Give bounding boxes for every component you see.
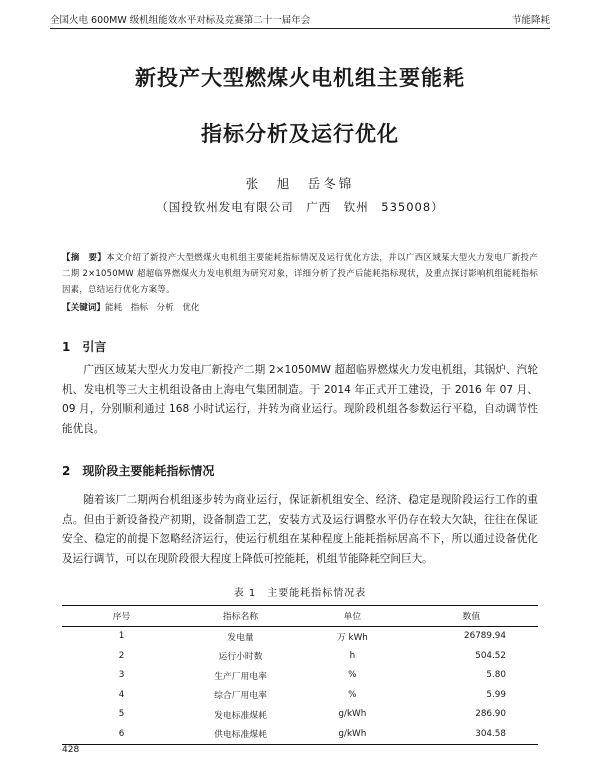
abstract bbox=[62, 249, 538, 297]
energy-indicator-table bbox=[62, 605, 538, 745]
keywords-label: 【关键词】 bbox=[62, 303, 105, 313]
table-cell: 6 bbox=[118, 728, 125, 739]
table-cell: 2 bbox=[118, 650, 125, 661]
table-row bbox=[62, 646, 538, 666]
table-header-row bbox=[62, 606, 538, 627]
table-cell: 发电标准煤耗 bbox=[214, 710, 267, 721]
table-cell: 304.58 bbox=[475, 728, 506, 739]
table-cell: 5.80 bbox=[486, 670, 506, 681]
running-header-right: 节能降耗 bbox=[511, 15, 550, 26]
table-cell: 综合厂用电率 bbox=[214, 691, 267, 702]
table-row bbox=[62, 724, 538, 744]
table-cell: 5 bbox=[118, 709, 125, 720]
table-row bbox=[62, 705, 538, 725]
table-cell: % bbox=[348, 689, 357, 700]
keywords-text: 能耗 指标 分析 优化 bbox=[104, 303, 200, 313]
running-header-left: 全国火电 600MW 级机组能效水平对标及竞赛第二十一届年会 bbox=[50, 15, 311, 26]
table-cell: 504.52 bbox=[475, 650, 506, 661]
table-cell: 供电标准煤耗 bbox=[214, 730, 267, 741]
table-row bbox=[62, 666, 538, 686]
table-header-cell: 指标名称 bbox=[222, 612, 259, 623]
keywords bbox=[62, 301, 538, 313]
table-row bbox=[62, 626, 538, 646]
table-caption: 表 1 主要能耗指标情况表 bbox=[233, 588, 367, 599]
table-header-cell: 数值 bbox=[462, 612, 481, 623]
section-heading-2: 2 现阶段主要能耗指标情况 bbox=[62, 464, 215, 478]
title-line-1: 新投产大型燃煤火电机组主要能耗 bbox=[135, 66, 465, 90]
table-cell: 发电量 bbox=[227, 632, 254, 643]
running-header bbox=[50, 8, 550, 29]
table-cell: % bbox=[348, 670, 357, 681]
table-cell: 4 bbox=[118, 689, 125, 700]
affiliation: （国投钦州发电有限公司 广西 钦州 535008） bbox=[156, 200, 444, 214]
table-cell: 1 bbox=[118, 631, 125, 642]
table-cell: 生产厂用电率 bbox=[214, 671, 267, 682]
table-cell: 5.99 bbox=[486, 689, 506, 700]
table-cell: 3 bbox=[118, 670, 125, 681]
table-cell: 26789.94 bbox=[464, 631, 506, 642]
table-header-cell: 序号 bbox=[112, 612, 131, 623]
table-cell: g/kWh bbox=[338, 709, 367, 720]
table-cell: 万 kWh bbox=[336, 632, 368, 643]
page-number: 428 bbox=[62, 745, 80, 755]
title-line-2: 指标分析及运行优化 bbox=[201, 122, 399, 146]
section-paragraph-1: 广西区域某大型火力发电厂新投产二期 2×1050MW 超超临界燃煤火力发电机组，其锅炉、汽轮机、发电机等三大主机组设备由上海电气集团制造。于 2014 年正式开工建设，于 2016 年 07 月、09 月，分别顺利通过 168 小时试运行，并转为商业运行。现阶段机组各参数运行平稳，自动调节性能优良。 bbox=[62, 364, 538, 435]
abstract-label: 【摘 要】 bbox=[62, 252, 107, 262]
table-header-cell: 单位 bbox=[343, 612, 362, 623]
section-heading-1: 1 引言 bbox=[62, 340, 107, 354]
abstract-text: 本文介绍了新投产大型燃煤火电机组主要能耗指标情况及运行优化方法，并以广西区域某大型火力发电厂新投产二期 2×1050MW 超超临界燃煤火力发电机组为研究对象，详细分析了投产后能耗指标现状，及重点探讨影响机组能耗指标因素，总结运行优化方案等。 bbox=[62, 252, 538, 294]
table-cell: 运行小时数 bbox=[218, 652, 263, 663]
table-cell: g/kWh bbox=[338, 728, 367, 739]
table-row bbox=[62, 685, 538, 705]
authors: 张 旭 岳冬锦 bbox=[245, 176, 355, 191]
table-cell: h bbox=[349, 650, 356, 661]
table-cell: 286.90 bbox=[475, 709, 506, 720]
section-paragraph-2: 随着该厂二期两台机组逐步转为商业运行，保证新机组安全、经济、稳定是现阶段运行工作的重点。但由于新设备投产初期，设备制造工艺，安装方式及运行调整水平仍存在较大欠缺，往往在保证安全、稳定的前提下忽略经济运行，使运行机组在某种程度上能耗指标居高不下，所以通过设备优化及运行调节，可以在现阶段很大程度上降低可控能耗，机组节能降耗空间巨大。 bbox=[62, 494, 538, 565]
